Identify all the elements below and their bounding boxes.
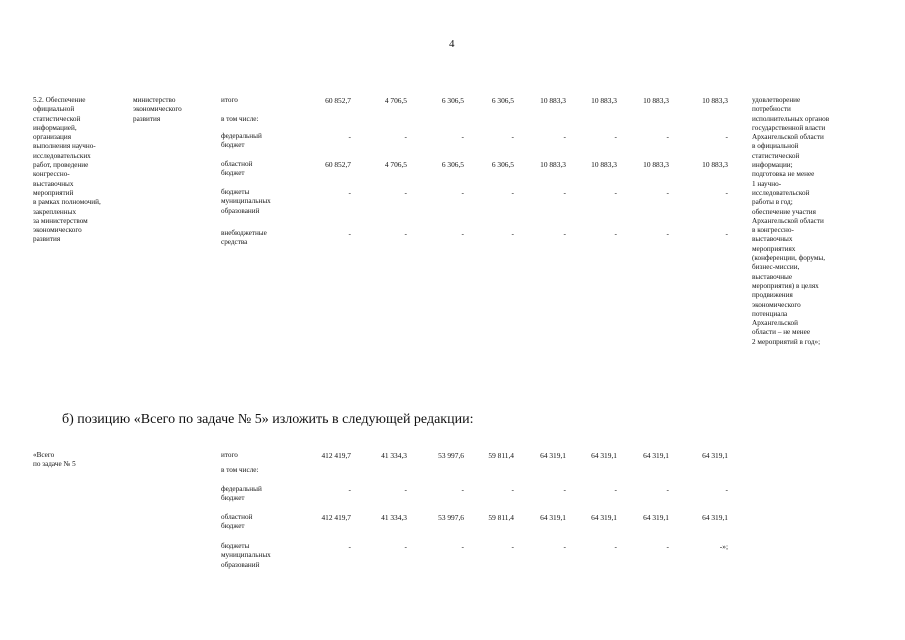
- amount-cell: -: [725, 131, 728, 141]
- amount-cell: -: [404, 541, 407, 551]
- total-task-5-label: «Всего по задаче № 5: [33, 451, 76, 469]
- amount-cell: -: [348, 131, 351, 141]
- amount-cell: -: [614, 541, 617, 551]
- amount-cell: 10 883,3: [702, 159, 728, 169]
- amount-cell: -: [666, 187, 669, 197]
- task-description: 5.2. Обеспечение официальной статистической информацией, организация выполнения научно- исследовательских работ, проведение конгрессно- выставочных мероприятий в рамках полномочий, закрепленных за министерством экономического развития: [33, 96, 101, 244]
- amount-cell: 64 319,1: [643, 512, 669, 522]
- funding-source-label: федеральный бюджет: [221, 485, 262, 503]
- amount-cell: 64 319,1: [540, 450, 566, 460]
- amount-cell: 64 319,1: [591, 450, 617, 460]
- amount-cell: -: [614, 228, 617, 238]
- amount-cell: -: [725, 187, 728, 197]
- amount-cell: 64 319,1: [702, 450, 728, 460]
- amount-cell: -: [348, 484, 351, 494]
- amount-cell: 59 811,4: [488, 512, 514, 522]
- amount-cell: -»;: [719, 541, 728, 551]
- amount-cell: -: [461, 131, 464, 141]
- amount-cell: 59 811,4: [488, 450, 514, 460]
- expected-results: удовлетворение потребности исполнительных органов государственной власти Архангельской области в официальной статистической информации; подготовка не менее 1 научно- исследовательской работы в год; обеспечение участия Архангельской области в конгрессно- выставочных мероприятиях (конференции, форумы, бизнес-миссии, выставочные мероприятия) в целях продвижения экономического потенциала Архангельской области – не менее 2 мероприятий в год»;: [752, 96, 830, 346]
- amount-cell: -: [511, 187, 514, 197]
- amount-cell: -: [461, 484, 464, 494]
- funding-source-label: областной бюджет: [221, 513, 253, 531]
- funding-source-label: в том числе:: [221, 466, 259, 474]
- amount-cell: 10 883,3: [591, 159, 617, 169]
- amount-cell: -: [725, 484, 728, 494]
- amount-cell: 10 883,3: [591, 95, 617, 105]
- amount-cell: -: [511, 131, 514, 141]
- amount-cell: -: [614, 187, 617, 197]
- amount-cell: -: [461, 187, 464, 197]
- funding-source-label: бюджеты муниципальных образований: [221, 188, 271, 215]
- funding-source-label: областной бюджет: [221, 160, 253, 178]
- amount-cell: -: [614, 484, 617, 494]
- amount-cell: 64 319,1: [643, 450, 669, 460]
- amount-cell: -: [461, 228, 464, 238]
- amount-cell: 64 319,1: [591, 512, 617, 522]
- amount-cell: -: [348, 541, 351, 551]
- amount-cell: -: [511, 228, 514, 238]
- amount-cell: -: [404, 228, 407, 238]
- amount-cell: -: [404, 131, 407, 141]
- amount-cell: 412 419,7: [321, 512, 351, 522]
- funding-source-label: итого: [221, 96, 238, 104]
- amount-cell: 60 852,7: [325, 159, 351, 169]
- amount-cell: 412 419,7: [321, 450, 351, 460]
- amount-cell: -: [563, 228, 566, 238]
- amount-cell: -: [511, 541, 514, 551]
- amount-cell: 60 852,7: [325, 95, 351, 105]
- funding-source-label: федеральный бюджет: [221, 132, 262, 150]
- amount-cell: 10 883,3: [540, 159, 566, 169]
- amount-cell: 64 319,1: [540, 512, 566, 522]
- amount-cell: 10 883,3: [702, 95, 728, 105]
- amount-cell: 4 706,5: [384, 159, 407, 169]
- amount-cell: 10 883,3: [540, 95, 566, 105]
- amount-cell: -: [563, 131, 566, 141]
- funding-source-label: итого: [221, 451, 238, 459]
- amount-cell: 53 997,6: [438, 450, 464, 460]
- amount-cell: -: [461, 541, 464, 551]
- amount-cell: -: [666, 541, 669, 551]
- amount-cell: 41 334,3: [381, 512, 407, 522]
- amount-cell: -: [348, 228, 351, 238]
- funding-source-label: внебюджетные средства: [221, 229, 267, 247]
- amount-cell: 6 306,5: [441, 159, 464, 169]
- amount-cell: -: [666, 131, 669, 141]
- amount-cell: -: [563, 484, 566, 494]
- amount-cell: 6 306,5: [441, 95, 464, 105]
- amount-cell: 53 997,6: [438, 512, 464, 522]
- amount-cell: -: [404, 187, 407, 197]
- page-number: 4: [449, 38, 455, 50]
- amount-cell: -: [614, 131, 617, 141]
- amount-cell: 6 306,5: [491, 159, 514, 169]
- amount-cell: 41 334,3: [381, 450, 407, 460]
- amendment-heading: б) позицию «Всего по задаче № 5» изложить в следующей редакции:: [62, 412, 474, 427]
- amount-cell: -: [348, 187, 351, 197]
- amount-cell: -: [563, 187, 566, 197]
- funding-source-label: бюджеты муниципальных образований: [221, 542, 271, 569]
- funding-source-label: в том числе:: [221, 115, 259, 123]
- amount-cell: -: [404, 484, 407, 494]
- amount-cell: 10 883,3: [643, 159, 669, 169]
- amount-cell: 4 706,5: [384, 95, 407, 105]
- amount-cell: -: [725, 228, 728, 238]
- amount-cell: -: [563, 541, 566, 551]
- amount-cell: 10 883,3: [643, 95, 669, 105]
- amount-cell: 64 319,1: [702, 512, 728, 522]
- amount-cell: -: [666, 484, 669, 494]
- amount-cell: 6 306,5: [491, 95, 514, 105]
- responsible-executor: министерство экономического развития: [133, 96, 182, 123]
- amount-cell: -: [666, 228, 669, 238]
- amount-cell: -: [511, 484, 514, 494]
